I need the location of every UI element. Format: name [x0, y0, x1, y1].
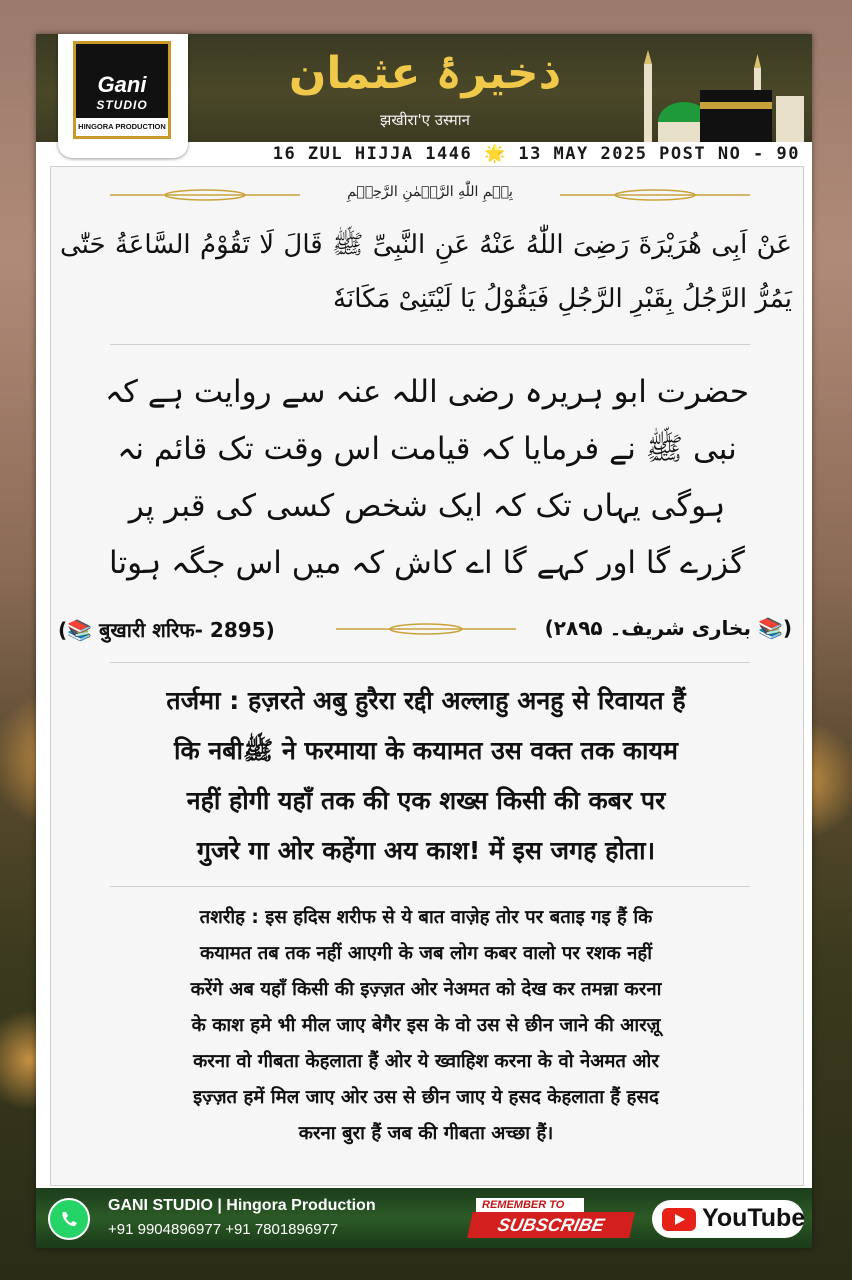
tashrih-line: के काश हमे भी मील जाए बेगैर इस के वो उस से छीन जाने की आरज़ू: [191, 1015, 661, 1036]
title-hindi: झखीरा'ए उस्मान: [380, 111, 470, 129]
divider: [110, 886, 750, 887]
tashrih-line: करना बुरा हैं जब की गीबता अच्छा हैं।: [298, 1123, 554, 1144]
tarjama-line: गुजरे गा ओर कहेंगा अय काश! में इस जगह होता।: [196, 836, 656, 865]
logo-band: HINGORA PRODUCTION: [76, 118, 168, 136]
youtube-play-icon: [662, 1208, 696, 1231]
title-arabic: ذخیرۂ عثمان: [288, 48, 562, 99]
logo-text-gani: Gani: [97, 72, 147, 97]
ornament-center-icon: [336, 622, 516, 636]
tashrih-line: करेंगे अब यहाँ किसी की इज़्ज़त ओर नेअमत को देख कर तमन्ना करना: [190, 979, 662, 1000]
youtube-label: YouTube: [702, 1204, 806, 1232]
tarjama-line: तर्जमा : हज़रते अबु हुरैरा रद्दी अल्लाहु अनहु से रिवायत हैं: [166, 686, 686, 715]
reference-hindi: (📚 बुखारी शरिफ- 2895): [58, 618, 275, 642]
date-post-line: 16 ZUL HIJJA 1446 🌟 13 MAY 2025 POST NO - 90: [272, 144, 800, 164]
whatsapp-icon[interactable]: [48, 1198, 90, 1240]
urdu-line: گزرے گا اور کہے گا اے کاش کہ میں اس جگہ ہوتا: [109, 545, 745, 581]
tashrih-line: कयामत तब तक नहीं आएगी के जब लोग कबर वालो पर रशक नहीं: [199, 943, 653, 964]
tarjama-line: कि नबीﷺ ने फरमाया के कयामत उस वक्त तक कायम: [174, 736, 678, 765]
divider: [110, 662, 750, 663]
footer-studio-name: GANI STUDIO | Hingora Production: [108, 1197, 376, 1214]
tashrih-hindi: [56, 900, 796, 1152]
tashrih-line: तशरीह : इस हदिस शरीफ से ये बात वाज़ेह तोर पर बताइ गइ हैं कि: [199, 907, 653, 928]
ornament-right-icon: [560, 188, 750, 202]
urdu-line: ہوگی یہاں تک کہ ایک شخص کسی کی قبر پر: [128, 488, 726, 524]
tashrih-line: करना वो गीबता केहलाता हैं ओर ये ख्वाहिश करना के वो नेअमत ओर: [193, 1051, 659, 1072]
footer-phone-numbers: +91 9904896977 +91 7801896977: [108, 1221, 339, 1238]
reference-urdu: (📚 بخاری شریف۔ ۲۸۹۵): [544, 616, 792, 640]
arabic-hadith: عَنْ اَبِی هُرَیْرَةَ رَضِیَ اللّٰهُ عَنْهُ عَنِ النَّبِیِّ ﷺ قَالَ لَا تَقُوْمُ السَّاعَةُ حَتّٰی یَمُرُّ الرَّجُلُ بِقَبْرِ الرَّجُلِ فَیَقُوْلُ یَا لَیْتَنِیْ مَكَانَهٗ: [60, 230, 792, 314]
tarjama-hindi: [56, 676, 796, 876]
bismillah: بِسۡمِ اللّٰهِ الرَّحۡمٰنِ الرَّحِیۡمِ: [347, 184, 513, 200]
kaaba-mosque-icon: [636, 46, 812, 142]
urdu-line: نبی ﷺ نے فرمایا کہ قیامت اس وقت تک قائم نہ: [117, 431, 737, 467]
urdu-translation: [64, 364, 790, 592]
urdu-line: حضرت ابو ہریرہ رضی اللہ عنہ سے روایت ہے کہ: [104, 374, 750, 410]
subscribe-button[interactable]: SUBSCRIBE: [467, 1212, 635, 1238]
tarjama-line: नहीं होगी यहाँ तक की एक शख्स किसी की कबर पर: [186, 786, 666, 815]
gani-studio-logo: [73, 41, 171, 139]
divider: [110, 344, 750, 345]
remember-label: REMEMBER TO: [476, 1198, 584, 1212]
tashrih-line: इज़्ज़त हमें मिल जाए ओर उस से छीन जाए ये हसद केहलाता हैं हसद: [193, 1087, 659, 1108]
ornament-left-icon: [110, 188, 300, 202]
logo-text-studio: STUDIO: [96, 98, 148, 112]
